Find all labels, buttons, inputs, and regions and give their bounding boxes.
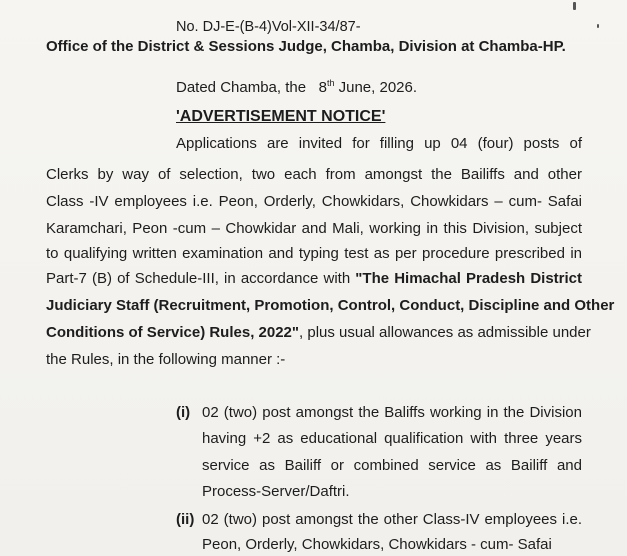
body-line: Applications are invited for filling up 04 (four) posts of — [176, 135, 582, 152]
office-heading: Office of the District & Sessions Judge, Chamba, Division at Chamba-HP. — [46, 38, 566, 55]
date-suffix: th — [326, 78, 335, 88]
item-number: (i) — [176, 404, 191, 421]
body-line: Karamchari, Peon -cum – Chowkidar and Mali, working in this Division, subject — [46, 220, 582, 237]
date-day: 8 — [318, 79, 327, 96]
body-line-mixed — [46, 324, 591, 342]
rules-name-end: Conditions of Service) Rules, 2022" — [46, 324, 300, 341]
item-number: (ii) — [176, 511, 195, 528]
rules-name-line: Judiciary Staff (Recruitment, Promotion, Control, Conduct, Discipline and Other — [46, 297, 615, 314]
body-line: to qualifying written examination and typing test as per procedure prescribed in — [46, 245, 582, 262]
date-rest: June, 2026. — [338, 79, 418, 96]
body-text: Part-7 (B) of Schedule-III, in accordance with — [46, 270, 351, 287]
notice-title: 'ADVERTISEMENT NOTICE' — [176, 108, 386, 125]
date-prefix: Dated Chamba, the — [176, 79, 307, 96]
body-line-mixed — [46, 270, 582, 288]
body-text: , plus usual allowances as admissible under — [299, 324, 591, 341]
item-line: service as Bailiff or combined service as Bailiff and — [202, 457, 582, 474]
date-line — [176, 74, 417, 97]
item-line: having +2 as educational qualification with three years — [202, 430, 582, 447]
reference-number: No. DJ-E-(B-4)Vol-XII-34/87- — [176, 19, 361, 35]
item-line: 02 (two) post amongst the Baliffs working in the Division — [202, 404, 582, 421]
scan-mark — [597, 24, 599, 28]
item-line: Peon, Orderly, Chowkidars, Chowkidars - cum- Safai — [202, 536, 552, 553]
item-line: Process-Server/Daftri. — [202, 483, 350, 500]
body-line: the Rules, in the following manner :- — [46, 351, 286, 368]
body-line: Clerks by way of selection, two each from amongst the Bailiffs and other — [46, 166, 582, 183]
scan-mark — [573, 2, 576, 10]
item-line: 02 (two) post amongst the other Class-IV employees i.e. — [202, 511, 582, 528]
rules-name-start: "The Himachal Pradesh District — [355, 270, 582, 287]
body-line: Class -IV employees i.e. Peon, Orderly, Chowkidars, Chowkidars – cum- Safai — [46, 193, 582, 210]
